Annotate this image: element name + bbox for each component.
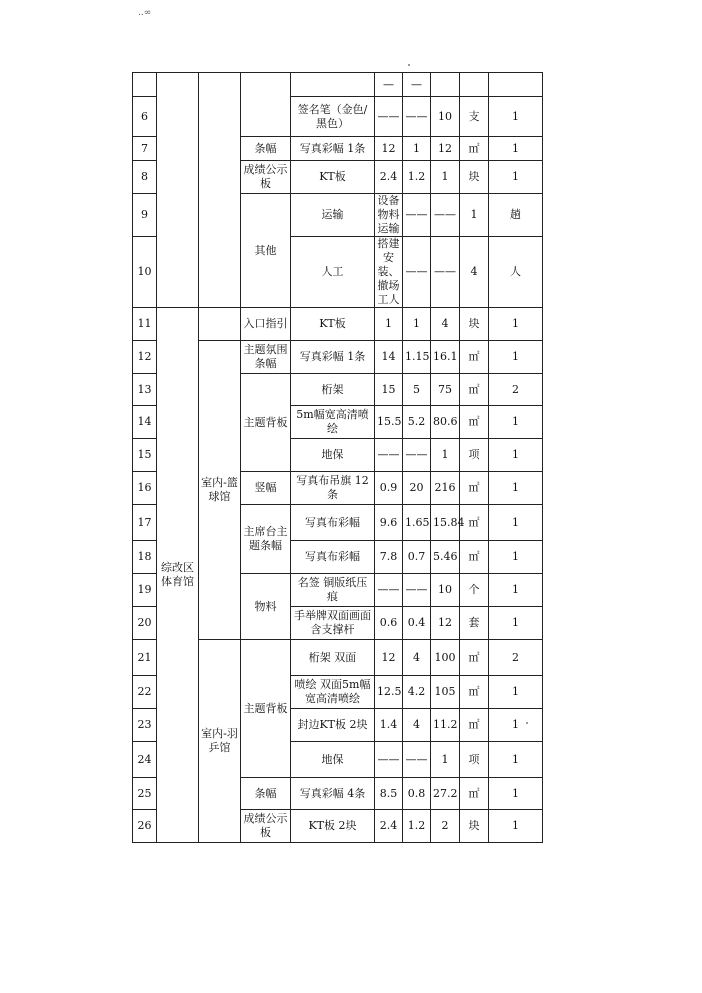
length-cell: ——: [375, 97, 403, 137]
item-cell-backdrop: 主题背板: [241, 374, 291, 472]
row-number: 17: [133, 505, 157, 541]
group-cell-table-tennis: 室内-羽乒馆: [199, 640, 241, 843]
content-cell: 设备物料运输: [375, 194, 403, 237]
unit-cell: 个: [460, 574, 489, 607]
days-cell: 1: [489, 341, 543, 374]
unit-cell: ㎡: [460, 341, 489, 374]
row-number: 7: [133, 137, 157, 161]
width-cell: ——: [403, 439, 431, 472]
row-number: 23: [133, 709, 157, 742]
unit-cell: ㎡: [460, 472, 489, 505]
item-cell: 成绩公示板: [241, 810, 291, 843]
row-number: 26: [133, 810, 157, 843]
group-cell-venue: 综改区体育馆: [157, 308, 199, 843]
width-cell: ——: [431, 194, 460, 237]
content-cell: 封边KT板 2块: [291, 709, 375, 742]
quantity-cell: [431, 73, 460, 97]
quantity-cell: 12: [431, 137, 460, 161]
unit-cell: 块: [460, 810, 489, 843]
content-cell: 手举牌双面画面 含支撑杆: [291, 607, 375, 640]
width-cell: 4.2: [403, 676, 431, 709]
width-cell: 20: [403, 472, 431, 505]
content-cell: 写真布吊旗 12条: [291, 472, 375, 505]
width-cell: ——: [403, 97, 431, 137]
row-number: 18: [133, 541, 157, 574]
content-cell: 写真布彩幅: [291, 541, 375, 574]
row-number: 6: [133, 97, 157, 137]
quantity-cell: 80.6: [431, 406, 460, 439]
quantity-cell: 12: [431, 607, 460, 640]
item-cell: 主题氛围条幅: [241, 341, 291, 374]
item-cell-podium: 主席台主题条幅: [241, 505, 291, 574]
content-cell: 写真布彩幅: [291, 505, 375, 541]
width-cell: ——: [403, 742, 431, 778]
group-cell-basketball: 室内-篮球馆: [199, 341, 241, 640]
width-cell: ——: [403, 574, 431, 607]
procurement-table: [132, 72, 543, 843]
days-cell: 1: [489, 810, 543, 843]
quantity-cell: 10: [431, 574, 460, 607]
quantity-cell: 75: [431, 374, 460, 406]
unit-cell: ㎡: [460, 640, 489, 676]
days-cell: 1: [489, 161, 543, 194]
unit-cell: 块: [460, 161, 489, 194]
scan-speck: [408, 64, 410, 66]
item-cell-backdrop: 主题背板: [241, 640, 291, 778]
unit-cell: ㎡: [460, 137, 489, 161]
content-cell: [291, 73, 375, 97]
item-cell: 条幅: [241, 137, 291, 161]
length-cell: 0.9: [375, 472, 403, 505]
item-cell: 竖幅: [241, 472, 291, 505]
length-cell: 2.4: [375, 810, 403, 843]
unit-cell: 趟: [489, 194, 543, 237]
quantity-cell: 16.1: [431, 341, 460, 374]
item-cell: 人工: [291, 237, 375, 308]
days-cell: 1: [489, 574, 543, 607]
item-cell: 条幅: [241, 778, 291, 810]
days-cell: 1: [489, 97, 543, 137]
width-cell: 1.2: [403, 161, 431, 194]
quantity-cell: 1: [460, 194, 489, 237]
days-cell: 1: [489, 742, 543, 778]
content-cell: 地保: [291, 742, 375, 778]
item-cell-blank: [241, 73, 291, 137]
quantity-cell: 1: [431, 161, 460, 194]
length-cell: 12: [375, 137, 403, 161]
length-cell: 15: [375, 374, 403, 406]
days-cell: 1: [489, 676, 543, 709]
quantity-cell: 1: [431, 439, 460, 472]
unit-cell: ㎡: [460, 709, 489, 742]
row-number: 14: [133, 406, 157, 439]
row-number: 21: [133, 640, 157, 676]
length-cell: ——: [375, 439, 403, 472]
quantity-cell: 4: [460, 237, 489, 308]
width-cell: 5: [403, 374, 431, 406]
width-cell: 5.2: [403, 406, 431, 439]
length-cell: ——: [403, 194, 431, 237]
width-cell: 0.4: [403, 607, 431, 640]
quantity-cell: 11.2: [431, 709, 460, 742]
length-cell: 2.4: [375, 161, 403, 194]
content-cell: 写真彩幅 1条: [291, 137, 375, 161]
item-cell: 运输: [291, 194, 375, 237]
width-cell: 0.7: [403, 541, 431, 574]
days-cell: 1: [489, 472, 543, 505]
table-row: [133, 73, 543, 97]
content-cell: 地保: [291, 439, 375, 472]
days-cell: 1: [489, 541, 543, 574]
row-number: 8: [133, 161, 157, 194]
days-cell: 1: [489, 505, 543, 541]
width-cell: 1: [403, 137, 431, 161]
quantity-cell: 27.2: [431, 778, 460, 810]
length-cell: 12.5: [375, 676, 403, 709]
length-cell: 1.4: [375, 709, 403, 742]
length-cell: 8.5: [375, 778, 403, 810]
corner-mark: ..∞: [138, 8, 152, 18]
content-cell: KT板: [291, 308, 375, 341]
width-cell: 1: [403, 308, 431, 341]
unit-cell: ㎡: [460, 541, 489, 574]
row-number: 12: [133, 341, 157, 374]
days-cell: 1: [489, 709, 543, 742]
width-cell: 4: [403, 709, 431, 742]
unit-cell: 套: [460, 607, 489, 640]
row-number: 10: [133, 237, 157, 308]
length-cell: ——: [375, 574, 403, 607]
group-cell-blank: [157, 73, 199, 308]
row-number: 9: [133, 194, 157, 237]
group-cell-blank: [199, 308, 241, 341]
unit-cell: ㎡: [460, 505, 489, 541]
content-cell: KT板 2块: [291, 810, 375, 843]
content-cell: 名签 铜版纸压痕: [291, 574, 375, 607]
quantity-cell: 4: [431, 308, 460, 341]
row-number: [133, 73, 157, 97]
length-cell: 14: [375, 341, 403, 374]
unit-cell: 支: [460, 97, 489, 137]
row-number: 19: [133, 574, 157, 607]
width-cell: 1.65: [403, 505, 431, 541]
content-cell: 喷绘 双面5m幅宽高清喷绘: [291, 676, 375, 709]
width-cell: 0.8: [403, 778, 431, 810]
days-cell: 1: [489, 308, 543, 341]
row-number: 20: [133, 607, 157, 640]
days-cell: 1: [489, 439, 543, 472]
group-cell-blank: [199, 73, 241, 308]
content-cell: 搭建安装、撤场工人: [375, 237, 403, 308]
days-cell: 1: [489, 778, 543, 810]
unit-cell: 人: [489, 237, 543, 308]
length-cell: 1: [375, 308, 403, 341]
unit-cell: ㎡: [460, 406, 489, 439]
quantity-cell: 15.84: [431, 505, 460, 541]
days-cell: [489, 73, 543, 97]
unit-cell: 项: [460, 742, 489, 778]
unit-cell: 块: [460, 308, 489, 341]
days-cell: 1: [489, 137, 543, 161]
quantity-cell: 5.46: [431, 541, 460, 574]
unit-cell: ㎡: [460, 778, 489, 810]
group-cell-other: 其他: [241, 194, 291, 308]
width-cell: 1.15: [403, 341, 431, 374]
width-cell: 4: [403, 640, 431, 676]
unit-cell: ㎡: [460, 676, 489, 709]
item-cell-materials: 物料: [241, 574, 291, 640]
quantity-cell: 100: [431, 640, 460, 676]
length-cell: 9.6: [375, 505, 403, 541]
length-cell: 7.8: [375, 541, 403, 574]
days-cell: 2: [489, 640, 543, 676]
row-number: 24: [133, 742, 157, 778]
item-cell: 入口指引: [241, 308, 291, 341]
days-cell: 1: [489, 607, 543, 640]
content-cell: 写真彩幅 1条: [291, 341, 375, 374]
width-cell: 1.2: [403, 810, 431, 843]
item-cell: 成绩公示板: [241, 161, 291, 194]
width-cell: ——: [431, 237, 460, 308]
content-cell: 5m幅宽高清喷绘: [291, 406, 375, 439]
unit-cell: [460, 73, 489, 97]
quantity-cell: 1: [431, 742, 460, 778]
row-number: 16: [133, 472, 157, 505]
content-cell: 写真彩幅 4条: [291, 778, 375, 810]
content-cell: KT板: [291, 161, 375, 194]
width-cell: —: [403, 73, 431, 97]
quantity-cell: 105: [431, 676, 460, 709]
length-cell: 12: [375, 640, 403, 676]
length-cell: ——: [375, 742, 403, 778]
content-cell: 桁架 双面: [291, 640, 375, 676]
length-cell: ——: [403, 237, 431, 308]
quantity-cell: 10: [431, 97, 460, 137]
length-cell: —: [375, 73, 403, 97]
table-row: [133, 308, 543, 341]
length-cell: 15.5: [375, 406, 403, 439]
row-number: 22: [133, 676, 157, 709]
quantity-cell: 2: [431, 810, 460, 843]
unit-cell: ㎡: [460, 374, 489, 406]
days-cell: 1: [489, 406, 543, 439]
row-number: 11: [133, 308, 157, 341]
row-number: 15: [133, 439, 157, 472]
content-cell: 签名笔（金色/黑色）: [291, 97, 375, 137]
content-cell: 桁架: [291, 374, 375, 406]
days-cell: 2: [489, 374, 543, 406]
row-number: 25: [133, 778, 157, 810]
row-number: 13: [133, 374, 157, 406]
unit-cell: 项: [460, 439, 489, 472]
length-cell: 0.6: [375, 607, 403, 640]
quantity-cell: 216: [431, 472, 460, 505]
